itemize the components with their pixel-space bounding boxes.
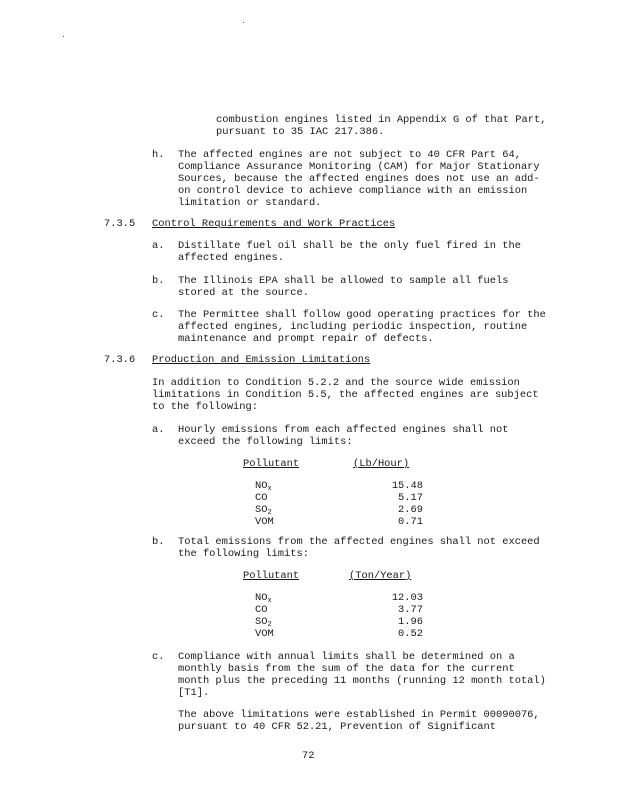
page-number: 72 [302,750,315,762]
paragraph-line: Compliance Assurance Monitoring (CAM) for Major Stationary [178,161,540,173]
continuation-line: pursuant to 35 IAC 217.386. [216,126,385,138]
paragraph-line: limitation or standard. [178,197,322,209]
continuation-line: combustion engines listed in Appendix G of that Part, [216,114,547,126]
paragraph-line: The Permittee shall follow good operating practices for the [178,309,546,321]
paragraph-line: The above limitations were established in Permit 00090076, [178,709,540,721]
paragraph-line: month plus the preceding 11 months (running 12 month total) [178,675,546,687]
paragraph-line: Total emissions from the affected engines shall not exceed [178,536,540,548]
paragraph-line: on control device to achieve compliance with an emission [178,185,528,197]
table-row-value: 12.03 [391,592,423,604]
paragraph-line: [T1]. [178,687,210,699]
table-row-pollutant: VOM [255,516,274,528]
paragraph-line: Distillate fuel oil shall be the only fuel fired in the [178,240,521,252]
item-marker: b. [152,275,165,287]
item-marker: c. [152,309,165,321]
section-number: 7.3.5 [104,218,136,230]
paragraph-line: monthly basis from the sum of the data for the current [178,663,515,675]
paragraph-line: The Illinois EPA shall be allowed to sample all fuels [178,275,509,287]
paragraph-line: Compliance with annual limits shall be determined on a [178,651,515,663]
paragraph-line: pursuant to 40 CFR 52.21, Prevention of Significant [178,721,497,733]
section-heading: Production and Emission Limitations [152,354,371,366]
table-row-value: 15.48 [391,480,423,492]
table-row-value: 0.71 [398,516,423,528]
section-number: 7.3.6 [104,354,136,366]
column-header-pollutant: Pollutant [243,570,300,582]
paragraph-line: stored at the source. [178,287,309,299]
table-row-value: 0.52 [398,628,423,640]
paragraph-line: affected engines, including periodic inspection, routine [178,321,528,333]
paragraph-line: exceed the following limits: [178,436,353,448]
column-header-units: (Ton/Year) [349,570,412,582]
scan-speck [243,22,244,23]
table-row-value: 1.96 [398,616,423,628]
paragraph-line: The affected engines are not subject to 40 CFR Part 64, [178,149,521,161]
table-row-value: 3.77 [398,604,423,616]
annual-limits-table [243,570,423,640]
paragraph-line: Sources, because the affected engines does not use an add- [178,173,540,185]
paragraph-line: to the following: [152,401,259,413]
item-marker: b. [152,536,165,548]
paragraph-line: limitations in Condition 5.5, the affected engines are subject [152,389,539,401]
paragraph-line: Hourly emissions from each affected engines shall not [178,424,509,436]
table-row-value: 2.69 [398,504,423,516]
table-row-pollutant: $SO_2$ [255,616,272,629]
table-row-pollutant: $NO_x$ [255,592,272,605]
table-row-pollutant: VOM [255,628,274,640]
paragraph-line: the following limits: [178,548,309,560]
paragraph-line: maintenance and prompt repair of defects. [178,333,434,345]
paragraph-line: In addition to Condition 5.2.2 and the source wide emission [152,377,520,389]
item-marker: h. [152,149,165,161]
hourly-limits-table [243,458,423,528]
column-header-pollutant: Pollutant [243,458,300,470]
scan-speck [63,36,64,37]
table-row-value: 5.17 [398,492,423,504]
section-heading: Control Requirements and Work Practices [152,218,396,230]
table-row-pollutant: $NO_x$ [255,480,272,493]
column-header-units: (Lb/Hour) [353,458,410,470]
table-row-pollutant: $SO_2$ [255,504,272,517]
item-marker: c. [152,651,165,663]
table-row-pollutant: CO [255,604,268,616]
table-row-pollutant: CO [255,492,268,504]
paragraph-line: affected engines. [178,252,285,264]
item-marker: a. [152,424,165,436]
item-marker: a. [152,240,165,252]
